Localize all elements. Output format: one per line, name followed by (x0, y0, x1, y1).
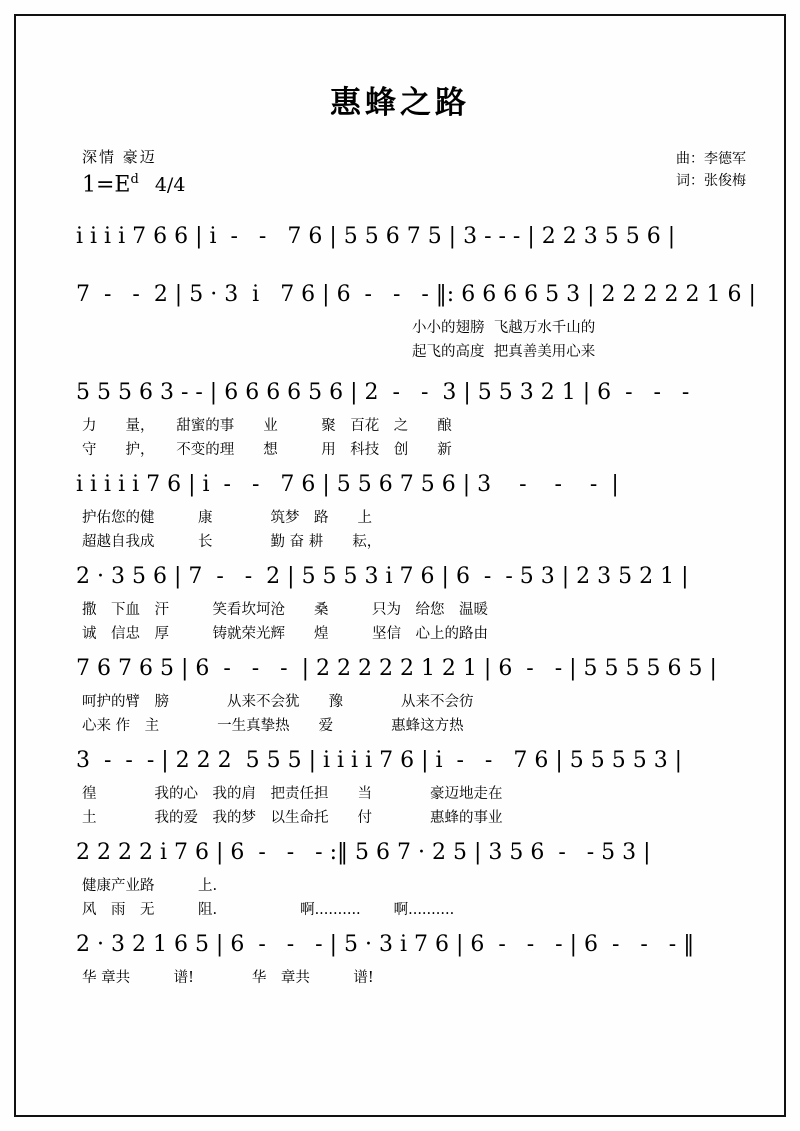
lyric-block (76, 874, 750, 922)
lyric-line: 土 我的爱 我的梦 以生命托 付 惠蜂的事业 (82, 810, 503, 826)
notation-line: 2 2 2 2 i 7 6 | 6 - - - :‖ 5 6 7 · 2 5 | 3 5 6 - - 5 3 | (76, 840, 651, 865)
notation-line: i i i i 7 6 6 | i - - 7 6 | 5 5 6 7 5 | 3 - - - | 2 2 3 5 5 6 | (76, 224, 676, 249)
key-signature-superscript: d (130, 172, 139, 187)
page-title: 惠蜂之路 (330, 85, 470, 121)
lyric-line: 华 章共 谱! 华 章共 谱! (82, 970, 374, 986)
music-system-5 (76, 556, 750, 646)
lyric-block (76, 966, 750, 990)
music-system-9 (76, 924, 750, 990)
notation-line: 3 - - - | 2 2 2 5 5 5 | i i i i 7 6 | i - - 7 6 | 5 5 5 5 3 | (76, 748, 683, 773)
music-system-7 (76, 740, 750, 830)
music-system-6 (76, 648, 750, 738)
composer-credit: 曲：李德军 (676, 151, 746, 167)
lyric-line: 呵护的臂 膀 从来不会犹 豫 从来不会彷 (82, 694, 474, 710)
music-systems (30, 216, 770, 990)
time-signature: 4/4 (154, 174, 186, 197)
key-signature-text: 1=E (82, 172, 131, 198)
lyric-block (76, 506, 750, 554)
lyric-line: 徨 我的心 我的肩 把责任担 当 豪迈地走在 (82, 786, 503, 802)
lyric-line: 撒 下血 汗 笑看坎坷沧 桑 只为 给您 温暖 (82, 602, 488, 618)
lyric-block (76, 782, 750, 830)
lyric-block (76, 316, 750, 364)
lyric-line: 风 雨 无 阻. 啊.......... 啊.......... (82, 902, 455, 918)
lyric-line: 小小的翅膀 飞越万水千山的 (412, 320, 596, 336)
mood-marking: 深情 豪迈 (82, 148, 157, 166)
lyricist-credit: 词：张俊梅 (676, 173, 746, 189)
lyric-line: 诚 信忠 厚 铸就荣光辉 煌 坚信 心上的路由 (82, 626, 488, 642)
lyric-line: 心来 作 主 一生真挚热 爱 惠蜂这方热 (82, 718, 464, 734)
notation-line: 2 · 3 2 1 6 5 | 6 - - - | 5 · 3 i 7 6 | 6 - - - | 6 - - - ‖ (76, 932, 695, 957)
score-header (30, 146, 770, 212)
notation-line: 7 6 7 6 5 | 6 - - - | 2 2 2 2 2 1 2 1 | 6 - - | 5 5 5 5 6 5 | (76, 656, 717, 681)
notation-line: 2 · 3 5 6 | 7 - - 2 | 5 5 5 3 i 7 6 | 6 - - 5 3 | 2 3 5 2 1 | (76, 564, 689, 589)
lyric-block (76, 690, 750, 738)
music-system-1 (76, 216, 750, 272)
music-system-8 (76, 832, 750, 922)
music-system-4 (76, 464, 750, 554)
lyric-block (76, 598, 750, 646)
lyric-block (76, 414, 750, 462)
lyric-line: 超越自我成 长 勤 奋 耕 耘， (82, 534, 382, 550)
music-system-2 (76, 274, 756, 370)
sheet-content (30, 30, 770, 1101)
lyric-line: 守 护， 不变的理 想 用 科技 创 新 (82, 442, 452, 458)
lyric-line: 健康产业路 上. (82, 878, 218, 894)
lyric-line: 起飞的高度 把真善美用心来 (412, 344, 596, 360)
notation-line: 5 5 5 6 3 - - | 6 6 6 6 5 6 | 2 - - 3 | 5 5 3 2 1 | 6 - - - (76, 380, 690, 405)
lyric-line: 护佑您的健 康 筑梦 路 上 (82, 510, 372, 526)
notation-line: i i i i i 7 6 | i - - 7 6 | 5 5 6 7 5 6 | 3 - - - | (76, 472, 619, 497)
lyric-line: 力 量， 甜蜜的事 业 聚 百花 之 酿 (82, 418, 452, 434)
notation-line: 7 - - 2 | 5 · 3 i 7 6 | 6 - - - ‖: 6 6 6 6 5 3 | 2 2 2 2 2 1 6 | (76, 282, 756, 307)
key-signature (82, 172, 185, 197)
music-system-3 (76, 372, 750, 462)
credits (676, 148, 746, 192)
